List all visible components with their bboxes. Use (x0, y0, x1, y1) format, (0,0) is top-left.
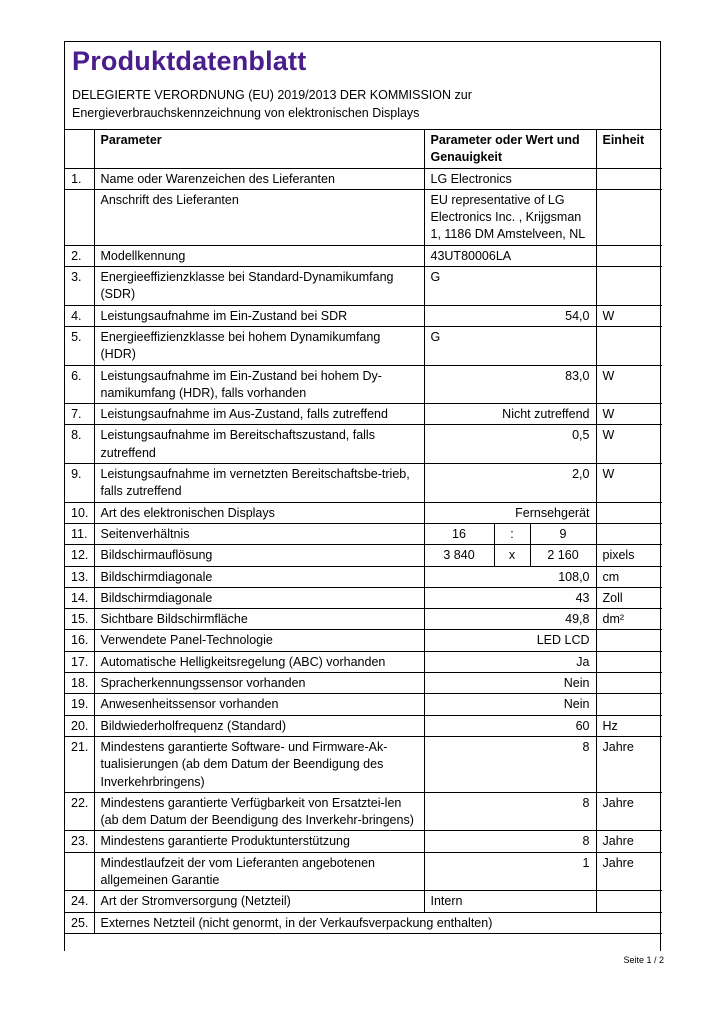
row-value-second: 2 160 (530, 545, 596, 566)
table-row (65, 891, 662, 912)
row-unit (596, 245, 662, 266)
row-unit: W (596, 425, 662, 464)
row-unit (596, 168, 662, 189)
row-value-second: 9 (530, 523, 596, 544)
row-value: Fernsehgerät (424, 502, 596, 523)
row-parameter: Externes Netzteil (nicht genormt, in der Verkaufsverpackung enthalten) (94, 912, 662, 933)
table-row (65, 267, 662, 306)
table-row (65, 464, 662, 503)
row-unit: pixels (596, 545, 662, 566)
row-unit: cm (596, 566, 662, 587)
row-unit (596, 891, 662, 912)
row-parameter: Modellkennung (94, 245, 424, 266)
table-row (65, 792, 662, 831)
row-number: 24. (65, 891, 94, 912)
row-number: 10. (65, 502, 94, 523)
row-value-separator: x (494, 545, 530, 566)
row-unit (596, 523, 662, 544)
row-value: 43 (424, 587, 596, 608)
row-value: Nicht zutreffend (424, 404, 596, 425)
row-parameter: Name oder Warenzeichen des Lieferanten (94, 168, 424, 189)
row-unit: W (596, 365, 662, 404)
row-parameter: Sichtbare Bildschirmfläche (94, 609, 424, 630)
table-row (65, 305, 662, 326)
table-row (65, 326, 662, 365)
row-number: 7. (65, 404, 94, 425)
row-value: 2,0 (424, 464, 596, 503)
row-value: 8 (424, 792, 596, 831)
row-parameter: Leistungsaufnahme im Aus-Zustand, falls zutreffend (94, 404, 424, 425)
row-parameter: Anwesenheitssensor vorhanden (94, 694, 424, 715)
row-parameter: Bildschirmauflösung (94, 545, 424, 566)
row-unit: Jahre (596, 736, 662, 792)
table-row (65, 523, 662, 544)
row-unit: dm² (596, 609, 662, 630)
row-parameter: Mindestens garantierte Produktunterstützung (94, 831, 424, 852)
row-unit: Jahre (596, 831, 662, 852)
row-value: Nein (424, 694, 596, 715)
document-subtitle (72, 87, 652, 122)
row-value: 1 (424, 852, 596, 891)
row-unit (596, 189, 662, 245)
header-number (65, 130, 94, 169)
row-number: 14. (65, 587, 94, 608)
row-parameter: Energieeffizienzklasse bei hohem Dynamikumfang (HDR) (94, 326, 424, 365)
row-value: Nein (424, 673, 596, 694)
document-title: Produktdatenblatt (72, 46, 307, 76)
table-row (65, 566, 662, 587)
table-row (65, 912, 662, 933)
row-parameter: Leistungsaufnahme im Bereitschaftszustand, falls zutreffend (94, 425, 424, 464)
row-number: 13. (65, 566, 94, 587)
parameter-table (65, 129, 662, 934)
row-number: 21. (65, 736, 94, 792)
row-value: 8 (424, 831, 596, 852)
subtitle-line-2: Energieverbrauchskennzeichnung von elektronischen Displays (72, 105, 420, 120)
table-row (65, 168, 662, 189)
row-value: 108,0 (424, 566, 596, 587)
table-row (65, 245, 662, 266)
subtitle-line-1: DELEGIERTE VERORDNUNG (EU) 2019/2013 DER KOMMISSION zur (72, 88, 472, 102)
row-number: 5. (65, 326, 94, 365)
table-row (65, 404, 662, 425)
row-value: 83,0 (424, 365, 596, 404)
row-number: 22. (65, 792, 94, 831)
product-data-sheet (64, 41, 661, 951)
row-number: 4. (65, 305, 94, 326)
row-number: 1. (65, 168, 94, 189)
row-unit: Jahre (596, 792, 662, 831)
table-row (65, 425, 662, 464)
row-unit (596, 502, 662, 523)
row-value: 8 (424, 736, 596, 792)
table-header-row (65, 130, 662, 169)
row-unit (596, 694, 662, 715)
row-parameter: Bildwiederholfrequenz (Standard) (94, 715, 424, 736)
row-parameter: Bildschirmdiagonale (94, 587, 424, 608)
row-parameter: Art der Stromversorgung (Netzteil) (94, 891, 424, 912)
table-row (65, 715, 662, 736)
row-number: 16. (65, 630, 94, 651)
row-parameter: Spracherkennungssensor vorhanden (94, 673, 424, 694)
table-row (65, 545, 662, 566)
row-value: EU representative of LG Electronics Inc. , Krijgsman 1, 1186 DM Amstelveen, NL (424, 189, 596, 245)
row-value: 54,0 (424, 305, 596, 326)
row-unit (596, 267, 662, 306)
row-number: 20. (65, 715, 94, 736)
row-number: 19. (65, 694, 94, 715)
table-row (65, 189, 662, 245)
row-value: 49,8 (424, 609, 596, 630)
row-value-separator: : (494, 523, 530, 544)
row-unit (596, 326, 662, 365)
header-parameter: Parameter (94, 130, 424, 169)
header-value: Parameter oder Wert und Genauigkeit (424, 130, 596, 169)
table-row (65, 502, 662, 523)
row-value: 0,5 (424, 425, 596, 464)
row-parameter: Mindestlaufzeit der vom Lieferanten angebotenen allgemeinen Garantie (94, 852, 424, 891)
row-value: G (424, 267, 596, 306)
row-parameter: Seitenverhältnis (94, 523, 424, 544)
row-parameter: Automatische Helligkeitsregelung (ABC) vorhanden (94, 651, 424, 672)
table-row (65, 852, 662, 891)
table-row (65, 630, 662, 651)
row-parameter: Anschrift des Lieferanten (94, 189, 424, 245)
row-parameter: Energieeffizienzklasse bei Standard-Dynamikumfang (SDR) (94, 267, 424, 306)
row-value: 43UT80006LA (424, 245, 596, 266)
row-parameter: Art des elektronischen Displays (94, 502, 424, 523)
row-number: 17. (65, 651, 94, 672)
row-number (65, 189, 94, 245)
row-number: 3. (65, 267, 94, 306)
row-parameter: Verwendete Panel-Technologie (94, 630, 424, 651)
row-unit (596, 651, 662, 672)
row-value: G (424, 326, 596, 365)
row-unit: Jahre (596, 852, 662, 891)
row-value: Intern (424, 891, 596, 912)
row-unit: Zoll (596, 587, 662, 608)
row-value: Ja (424, 651, 596, 672)
row-unit: W (596, 404, 662, 425)
row-parameter: Mindestens garantierte Software- und Firmware-Ak-tualisierungen (ab dem Datum der Beendigung des Inverkehrbringens) (94, 736, 424, 792)
row-parameter: Bildschirmdiagonale (94, 566, 424, 587)
row-value: 60 (424, 715, 596, 736)
row-number: 9. (65, 464, 94, 503)
row-unit (596, 630, 662, 651)
table-row (65, 587, 662, 608)
row-value-first: 16 (424, 523, 494, 544)
table-row (65, 651, 662, 672)
row-number: 8. (65, 425, 94, 464)
row-value-first: 3 840 (424, 545, 494, 566)
row-value: LG Electronics (424, 168, 596, 189)
row-parameter: Leistungsaufnahme im Ein-Zustand bei SDR (94, 305, 424, 326)
table-row (65, 673, 662, 694)
row-value: LED LCD (424, 630, 596, 651)
header-unit: Einheit (596, 130, 662, 169)
row-parameter: Leistungsaufnahme im vernetzten Bereitschaftsbe-trieb, falls zutreffend (94, 464, 424, 503)
row-unit: Hz (596, 715, 662, 736)
table-row (65, 694, 662, 715)
table-row (65, 831, 662, 852)
table-row (65, 736, 662, 792)
row-number: 25. (65, 912, 94, 933)
row-number: 6. (65, 365, 94, 404)
row-unit: W (596, 305, 662, 326)
row-number: 18. (65, 673, 94, 694)
row-parameter: Leistungsaufnahme im Ein-Zustand bei hohem Dy-namikumfang (HDR), falls vorhanden (94, 365, 424, 404)
table-row (65, 609, 662, 630)
row-unit: W (596, 464, 662, 503)
row-number: 15. (65, 609, 94, 630)
row-number: 11. (65, 523, 94, 544)
page-number: Seite 1 / 2 (623, 955, 664, 965)
row-number: 12. (65, 545, 94, 566)
row-number: 2. (65, 245, 94, 266)
row-parameter: Mindestens garantierte Verfügbarkeit von Ersatztei-len (ab dem Datum der Beendigung des Inverkehr-bringens) (94, 792, 424, 831)
row-number (65, 852, 94, 891)
row-unit (596, 673, 662, 694)
table-row (65, 365, 662, 404)
row-number: 23. (65, 831, 94, 852)
